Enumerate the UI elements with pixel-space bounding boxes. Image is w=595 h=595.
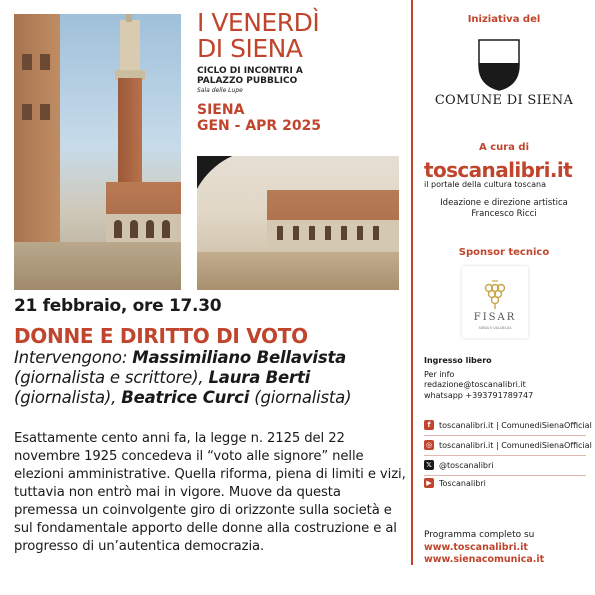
youtube-icon: ▶ [424,478,434,488]
subtitle-line2: PALAZZO PUBBLICO [197,76,298,86]
facebook-icon: f [424,420,434,430]
social-text: @toscanalibri [439,460,494,470]
venue-room: Sala delle Lupe [197,87,243,94]
series-title [197,10,319,62]
speaker-role: (giornalista) [249,388,352,407]
social-text: Toscanalibri [439,478,486,488]
social-youtube[interactable] [424,478,486,488]
event-title: DONNE E DIRITTO DI VOTO [14,324,308,348]
speaker-role: (giornalista), [14,388,122,407]
series-title-line1: I VENERDÌ [197,8,320,37]
period: GEN - APR 2025 [197,118,322,134]
social-x[interactable] [424,460,494,470]
grape-icon [480,280,510,310]
city-and-period [197,102,321,134]
divider-line [424,455,586,456]
entry-info: Ingresso libero [424,356,492,365]
fisar-subtitle: SIENA E VALDELSA [478,326,512,330]
subtitle-line1: CICLO DI INCONTRI A [197,66,303,76]
series-subtitle [197,66,303,86]
speakers [14,348,406,408]
series-title-line2: DI SIENA [197,34,303,63]
fisar-wordmark: FISAR [473,312,517,323]
director-name: Francesco Ricci [471,209,537,219]
program-label: Programma completo su [424,530,535,540]
social-instagram[interactable] [424,440,592,450]
speaker-name: Beatrice Curci [121,388,250,407]
comune-name: COMUNE DI SIENA [434,93,574,108]
info-label: Per info [424,369,455,379]
initiative-label: Iniziativa del [467,14,541,25]
decorative-black-shape-left [14,14,181,290]
comune-crest-icon [478,39,520,91]
curated-label: A cura di [478,142,529,153]
email-link[interactable]: redazione@toscanalibri.it [424,380,526,389]
speaker-name: Laura Berti [208,368,311,387]
toscanalibri-tagline: il portale della cultura toscana [424,180,546,189]
column-divider [411,0,413,565]
social-facebook[interactable] [424,420,592,430]
x-icon: 𝕏 [424,460,434,470]
fisar-logo [462,266,528,338]
info-block [424,356,533,401]
instagram-icon: ◎ [425,441,433,449]
decorative-black-shape-right [197,150,399,290]
divider-line [424,435,586,436]
social-text: toscanalibri.it | ComunediSienaOfficial [439,440,592,450]
speaker-role: (giornalista e scrittore), [14,368,209,387]
artistic-direction [413,198,595,220]
event-date: 21 febbraio, ore 17.30 [14,296,222,316]
speaker-name: Massimiliano Bellavista [132,348,347,367]
divider-line [424,475,586,476]
city: SIENA [197,102,245,118]
link-toscanalibri[interactable]: www.toscanalibri.it [424,542,528,553]
link-sienacomunica[interactable]: www.sienacomunica.it [424,554,545,565]
sponsor-label: Sponsor tecnico [458,247,550,258]
toscanalibri-logo: toscanalibri.it [424,158,573,182]
whatsapp-contact[interactable]: whatsapp +393791789747 [424,390,534,400]
event-description: Esattamente cento anni fa, la legge n. 2125 del 22 novembre 1925 concedeva il “voto alle signore” nelle elezioni amministrative. Quella riforma, piena di limiti e vizi, tuttavia non entrò mai in vigore. Muove da questa premessa un coinvolgente giro di orizzonte sulla società e sul fondamentale apporto delle donne alla costruzione e al progresso di un’autentica democrazia. [14,431,406,554]
social-text: toscanalibri.it | ComunediSienaOfficial [439,420,592,430]
speakers-intro: Intervengono: [14,348,133,367]
direction-label: Ideazione e direzione artistica [440,198,568,208]
